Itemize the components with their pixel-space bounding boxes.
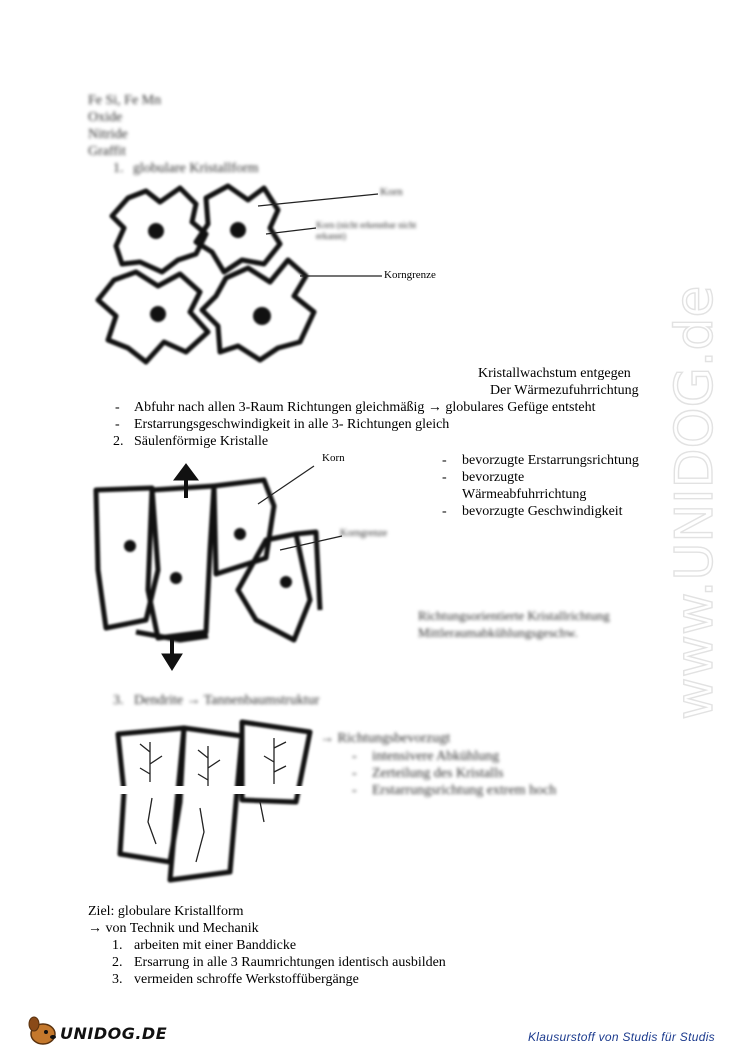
bullet-solidification-speed: Erstarrungsgeschwindigkeit in alle 3- Richtungen gleich [134, 417, 450, 432]
goal-item-3-number: 3. [112, 972, 123, 987]
goal-item-1-number: 1. [112, 938, 123, 953]
growth-line-1: Kristallwachstum entgegen [478, 366, 631, 381]
dash-marker: - [115, 400, 120, 415]
scan-gap [100, 786, 340, 794]
fig2-caption-1: Richtungsorientierte Kristallrichtung [418, 608, 610, 623]
goal-item-2: Ersarrung in alle 3 Raumrichtungen identisch ausbilden [134, 955, 446, 970]
fig1-label-korn: Korn [380, 186, 403, 198]
watermark [650, 270, 740, 730]
bullet-heat-removal: Abfuhr nach allen 3-Raum Richtungen gleichmäßig → globulares Gefüge entsteht [134, 400, 596, 415]
fig2-bullet-1: bevorzugte Erstarrungsrichtung [462, 453, 639, 468]
leader-line-korn [258, 194, 378, 206]
fig3-arrow-text: → Richtungsbevorzugt [320, 731, 451, 746]
dash-marker: - [442, 453, 447, 468]
dog-icon [26, 1014, 60, 1048]
dendrite-branch [198, 746, 220, 792]
top-line-3: Nitride [88, 127, 128, 142]
dendrite-figure [100, 712, 340, 892]
grain-nucleus-4 [253, 307, 271, 325]
item3-heading: Dendrite → Tannenbaumstruktur [134, 693, 320, 708]
grain-nucleus-3 [150, 306, 166, 322]
item1-heading: globulare Kristallform [133, 161, 259, 176]
logo-text: UNIDOG.DE [60, 1024, 168, 1043]
fig2-bullet-2: bevorzugte [462, 470, 525, 485]
unidog-logo [26, 1014, 166, 1050]
item2-heading: Säulenförmige Kristalle [134, 434, 269, 449]
fig2-bullet-3: bevorzugte Geschwindigkeit [462, 504, 623, 519]
dash-marker: - [442, 504, 447, 519]
footer-tagline: Klausurstoff von Studis für Studis [528, 1030, 715, 1044]
grain-nucleus-2 [230, 222, 246, 238]
column-nucleus-3 [234, 528, 246, 540]
dash-marker: - [115, 417, 120, 432]
dash-marker: - [352, 766, 357, 781]
leader-line-korngrenze [280, 536, 342, 550]
fig2-label-korngrenze: Korngrenze [340, 528, 388, 539]
fig3-bullet-3: Erstarrungsrichtung extrem hoch [372, 783, 557, 798]
dendrite-branch [264, 738, 286, 784]
column-nucleus-2 [170, 572, 182, 584]
column-nucleus-4 [280, 576, 292, 588]
goal-item-1: arbeiten mit einer Banddicke [134, 938, 297, 953]
columnar-grains-figure [88, 450, 408, 680]
goal-item-3: vermeiden schroffe Werkstoffübergänge [134, 972, 359, 987]
item2-number: 2. [113, 434, 124, 449]
grain-nucleus-1 [148, 223, 164, 239]
fig3-bullet-2: Zerteilung des Kristalls [372, 766, 504, 781]
fig2-caption-2: Mittleraumabkühlungsgeschw. [418, 625, 578, 640]
column-nucleus-1 [124, 540, 136, 552]
item3-number: 3. [113, 693, 124, 708]
fig2-bullet-2-cont: Wärmeabfuhrrichtung [462, 487, 587, 502]
dash-marker: - [352, 783, 357, 798]
top-line-4: Graffit [88, 144, 126, 159]
top-line-2: Oxide [88, 110, 123, 125]
column-outline-3 [214, 480, 274, 574]
dash-marker: - [352, 749, 357, 764]
fig1-label-korngrenze: Korngrenze [384, 269, 436, 281]
fig3-bullet-1: intensivere Abkühlung [372, 749, 500, 764]
arrow-up-icon [174, 464, 198, 498]
growth-line-2: Der Wärmezufuhrrichtung [490, 383, 639, 398]
dendrite-branch [140, 742, 162, 782]
watermark-text: www.UNIDOG.de [665, 285, 725, 720]
column-outline-4 [238, 534, 310, 640]
fig2-label-korn: Korn [322, 452, 345, 464]
goal-line-2: → von Technik und Mechanik [88, 921, 259, 936]
goal-line-1: Ziel: globulare Kristallform [88, 904, 244, 919]
goal-item-2-number: 2. [112, 955, 123, 970]
fig1-label-korn2: Korn (nicht erkennbar nicht erkannt) [316, 220, 417, 241]
top-line-1: Fe Si, Fe Mn [88, 93, 162, 108]
dendrite-branch [148, 798, 264, 862]
dash-marker: - [442, 470, 447, 485]
arrow-down-icon [162, 638, 182, 670]
item1-number: 1. [113, 161, 124, 176]
